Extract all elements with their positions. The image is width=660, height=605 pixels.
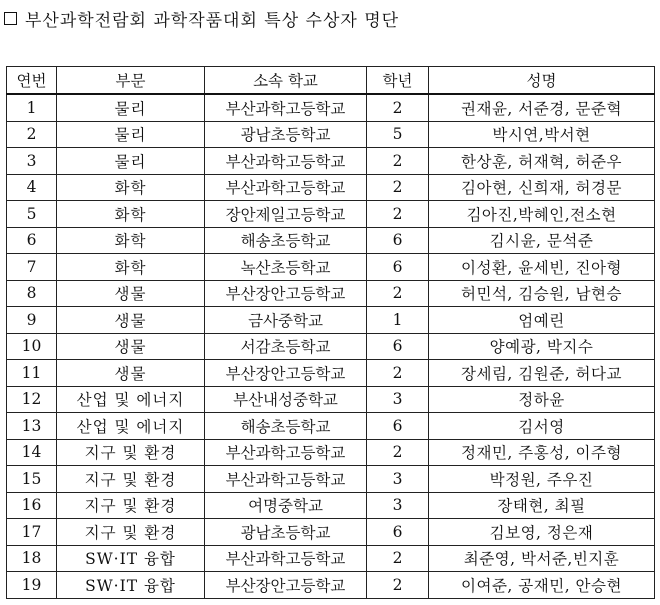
table-row — [7, 174, 655, 201]
cell-school: 부산과학고등학교 — [205, 439, 367, 466]
cell-school: 부산과학고등학교 — [205, 174, 367, 201]
cell-school: 부산장안고등학교 — [205, 572, 367, 599]
cell-field: 물리 — [57, 94, 205, 121]
table-row — [7, 360, 655, 387]
cell-names: 이여준, 공재민, 안승현 — [429, 572, 655, 599]
cell-names: 장태현, 최필 — [429, 492, 655, 519]
cell-number: 13 — [7, 413, 57, 440]
cell-school: 해송초등학교 — [205, 413, 367, 440]
cell-field: SW·IT 융합 — [57, 545, 205, 572]
cell-number: 2 — [7, 121, 57, 148]
cell-field: 지구 및 환경 — [57, 466, 205, 493]
cell-number: 18 — [7, 545, 57, 572]
cell-field: 생물 — [57, 333, 205, 360]
table-row — [7, 227, 655, 254]
cell-field: 생물 — [57, 307, 205, 334]
header-number: 연번 — [7, 67, 57, 95]
cell-school: 녹산초등학교 — [205, 254, 367, 281]
cell-field: 산업 및 에너지 — [57, 413, 205, 440]
cell-number: 17 — [7, 519, 57, 546]
cell-school: 여명중학교 — [205, 492, 367, 519]
cell-grade: 6 — [367, 519, 429, 546]
cell-names: 엄예린 — [429, 307, 655, 334]
table-row — [7, 492, 655, 519]
table-row — [7, 307, 655, 334]
cell-grade: 2 — [367, 174, 429, 201]
header-field: 부문 — [57, 67, 205, 95]
table-row — [7, 333, 655, 360]
cell-number: 11 — [7, 360, 57, 387]
cell-names: 최준영, 박서준,빈지훈 — [429, 545, 655, 572]
cell-grade: 1 — [367, 307, 429, 334]
cell-number: 8 — [7, 280, 57, 307]
cell-names: 한상훈, 허재혁, 허준우 — [429, 148, 655, 175]
table-row — [7, 121, 655, 148]
header-row — [7, 67, 655, 95]
cell-grade: 3 — [367, 386, 429, 413]
cell-number: 19 — [7, 572, 57, 599]
cell-school: 광남초등학교 — [205, 121, 367, 148]
table-row — [7, 572, 655, 599]
cell-grade: 6 — [367, 333, 429, 360]
cell-school: 부산과학고등학교 — [205, 466, 367, 493]
cell-field: 생물 — [57, 360, 205, 387]
table-row — [7, 386, 655, 413]
cell-field: 지구 및 환경 — [57, 519, 205, 546]
cell-grade: 6 — [367, 413, 429, 440]
cell-grade: 2 — [367, 280, 429, 307]
header-grade: 학년 — [367, 67, 429, 95]
table-row — [7, 545, 655, 572]
cell-names: 박정원, 주우진 — [429, 466, 655, 493]
cell-number: 5 — [7, 201, 57, 228]
cell-names: 김시윤, 문석준 — [429, 227, 655, 254]
cell-names: 김보영, 정은재 — [429, 519, 655, 546]
cell-number: 3 — [7, 148, 57, 175]
award-winners-table — [6, 66, 655, 599]
cell-names: 이성환, 윤세빈, 진아형 — [429, 254, 655, 281]
cell-school: 부산과학고등학교 — [205, 94, 367, 121]
cell-number: 12 — [7, 386, 57, 413]
cell-names: 김서영 — [429, 413, 655, 440]
cell-names: 김아현, 신희재, 허경문 — [429, 174, 655, 201]
cell-number: 15 — [7, 466, 57, 493]
cell-number: 7 — [7, 254, 57, 281]
cell-school: 광남초등학교 — [205, 519, 367, 546]
cell-school: 해송초등학교 — [205, 227, 367, 254]
cell-field: 생물 — [57, 280, 205, 307]
cell-grade: 2 — [367, 201, 429, 228]
cell-names: 장세림, 김원준, 허다교 — [429, 360, 655, 387]
cell-school: 부산내성중학교 — [205, 386, 367, 413]
cell-names: 김아진,박혜인,전소현 — [429, 201, 655, 228]
cell-field: 화학 — [57, 254, 205, 281]
cell-names: 양예광, 박지수 — [429, 333, 655, 360]
cell-grade: 2 — [367, 94, 429, 121]
cell-grade: 6 — [367, 254, 429, 281]
table-row — [7, 201, 655, 228]
cell-school: 장안제일고등학교 — [205, 201, 367, 228]
cell-grade: 2 — [367, 360, 429, 387]
cell-school: 금사중학교 — [205, 307, 367, 334]
cell-grade: 3 — [367, 466, 429, 493]
table-body — [7, 94, 655, 598]
cell-field: 물리 — [57, 121, 205, 148]
table-row — [7, 413, 655, 440]
cell-names: 허민석, 김승원, 남현승 — [429, 280, 655, 307]
header-names: 성명 — [429, 67, 655, 95]
cell-names: 박시연,박서현 — [429, 121, 655, 148]
table-header — [7, 67, 655, 95]
cell-grade: 2 — [367, 148, 429, 175]
cell-number: 9 — [7, 307, 57, 334]
cell-field: 지구 및 환경 — [57, 492, 205, 519]
cell-names: 권재윤, 서준경, 문준혁 — [429, 94, 655, 121]
cell-field: 지구 및 환경 — [57, 439, 205, 466]
cell-grade: 3 — [367, 492, 429, 519]
table-row — [7, 466, 655, 493]
cell-number: 14 — [7, 439, 57, 466]
cell-grade: 6 — [367, 227, 429, 254]
cell-number: 6 — [7, 227, 57, 254]
cell-number: 10 — [7, 333, 57, 360]
document-title: 부산과학전람회 과학작품대회 특상 수상자 명단 — [25, 10, 400, 31]
cell-names: 정재민, 주홍성, 이주형 — [429, 439, 655, 466]
cell-grade: 2 — [367, 572, 429, 599]
cell-grade: 5 — [367, 121, 429, 148]
cell-field: SW·IT 융합 — [57, 572, 205, 599]
cell-field: 화학 — [57, 174, 205, 201]
cell-school: 부산과학고등학교 — [205, 545, 367, 572]
table-row — [7, 280, 655, 307]
table-row — [7, 519, 655, 546]
cell-field: 화학 — [57, 201, 205, 228]
checkbox-icon — [4, 12, 17, 25]
cell-grade: 2 — [367, 545, 429, 572]
cell-school: 서감초등학교 — [205, 333, 367, 360]
header-school: 소속 학교 — [205, 67, 367, 95]
cell-school: 부산장안고등학교 — [205, 360, 367, 387]
cell-number: 16 — [7, 492, 57, 519]
cell-field: 물리 — [57, 148, 205, 175]
cell-field: 산업 및 에너지 — [57, 386, 205, 413]
cell-school: 부산과학고등학교 — [205, 148, 367, 175]
cell-grade: 2 — [367, 439, 429, 466]
cell-names: 정하윤 — [429, 386, 655, 413]
table-row — [7, 148, 655, 175]
table-row — [7, 254, 655, 281]
cell-field: 화학 — [57, 227, 205, 254]
table-row — [7, 94, 655, 121]
cell-number: 1 — [7, 94, 57, 121]
table-row — [7, 439, 655, 466]
cell-school: 부산장안고등학교 — [205, 280, 367, 307]
document-title-line — [4, 6, 399, 30]
cell-number: 4 — [7, 174, 57, 201]
